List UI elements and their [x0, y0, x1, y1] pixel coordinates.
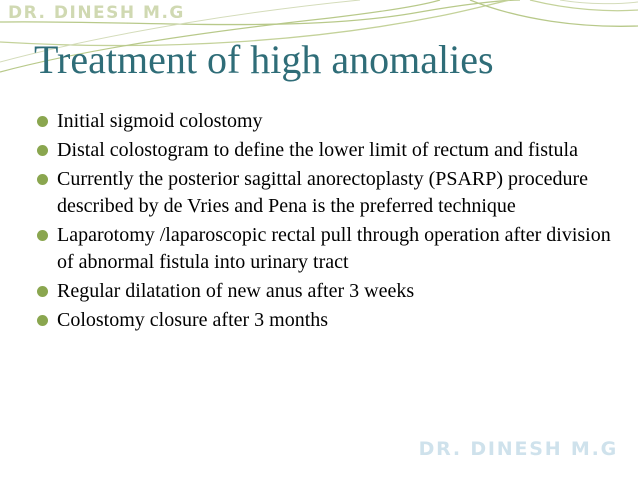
bullet-item [34, 137, 614, 164]
bullet-item [34, 222, 614, 276]
bullet-text: Currently the posterior sagittal anorectoplasty (PSARP) procedure described by de Vries and Pena is the preferred technique [57, 168, 588, 217]
bullet-item [34, 108, 614, 135]
bullet-list [34, 108, 614, 336]
bullet-text: Regular dilatation of new anus after 3 weeks [57, 280, 415, 302]
watermark-bottom: DR. DINESH M.G [418, 438, 618, 460]
bullet-text: Colostomy closure after 3 months [57, 309, 329, 331]
bullet-dot-icon [37, 230, 48, 241]
bullet-dot-icon [37, 315, 48, 326]
bullet-item [34, 307, 614, 334]
bullet-dot-icon [37, 116, 48, 127]
bullet-text: Initial sigmoid colostomy [57, 110, 263, 132]
bullet-text: Laparotomy /laparoscopic rectal pull through operation after division of abnormal fistula into urinary tract [57, 224, 611, 273]
watermark-top: DR. DINESH M.G [8, 3, 185, 23]
bullet-text: Distal colostogram to define the lower limit of rectum and fistula [57, 139, 578, 161]
bullet-dot-icon [37, 286, 48, 297]
slide-title: Treatment of high anomalies [34, 37, 494, 82]
bullet-item [34, 166, 614, 220]
bullet-dot-icon [37, 174, 48, 185]
bullet-dot-icon [37, 145, 48, 156]
bullet-item [34, 278, 614, 305]
